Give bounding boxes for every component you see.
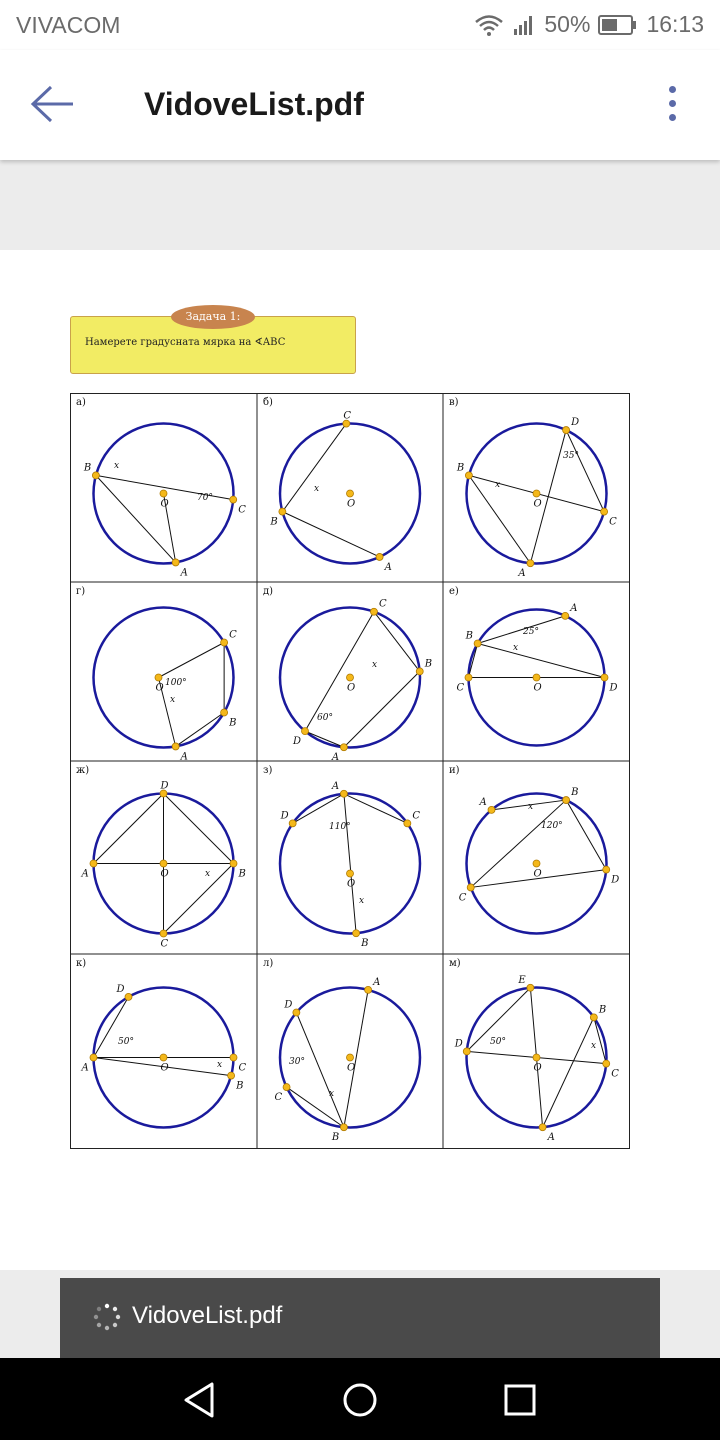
angle-annotation: 30° (289, 1057, 305, 1067)
document-title: VidoveList.pdf (144, 86, 364, 122)
angle-annotation: x (205, 869, 211, 879)
point-label: B (465, 630, 473, 642)
point-marker (533, 674, 540, 681)
point-label: B (571, 787, 579, 799)
point-label: O (533, 682, 542, 694)
angle-annotation: 120° (541, 821, 563, 831)
cell-label: б) (263, 397, 273, 408)
point-marker (376, 553, 383, 560)
point-label: B (229, 717, 237, 729)
point-marker (467, 884, 474, 891)
angle-annotation: 60° (317, 713, 333, 723)
point-marker (590, 1014, 597, 1021)
point-marker (172, 743, 179, 750)
wifi-icon (474, 13, 504, 37)
more-options-button[interactable] (660, 82, 684, 132)
angle-annotation: x (217, 1060, 223, 1070)
point-marker (228, 1072, 235, 1079)
point-marker (563, 797, 570, 804)
point-label: D (293, 736, 302, 748)
point-label: A (81, 868, 89, 880)
status-bar (0, 0, 720, 50)
point-marker (283, 1084, 290, 1091)
point-marker (289, 820, 296, 827)
nav-recents-button[interactable] (496, 1376, 544, 1424)
point-marker (279, 508, 286, 515)
point-marker (539, 1124, 546, 1131)
point-label: A (81, 1062, 89, 1074)
point-label: O (533, 868, 542, 880)
point-label: B (238, 868, 246, 880)
point-marker (160, 930, 167, 937)
chord-line (293, 794, 344, 824)
point-label: O (160, 1062, 169, 1074)
point-marker (90, 860, 97, 867)
pdf-page[interactable] (0, 250, 720, 1270)
cell-label: м) (449, 958, 461, 969)
task-instruction: Намерете градусната мярка на ∢ABC (85, 337, 286, 348)
nav-back-icon (176, 1411, 224, 1428)
point-label: A (570, 602, 578, 614)
point-label: C (274, 1092, 283, 1104)
point-label: A (479, 796, 487, 808)
chord-line (344, 671, 420, 747)
point-label: C (238, 1062, 247, 1074)
signal-icon (512, 13, 536, 37)
point-label: C (609, 516, 617, 528)
cell-label: к) (76, 958, 87, 969)
point-marker (340, 1124, 347, 1131)
point-marker (562, 612, 569, 619)
point-label: D (454, 1038, 463, 1050)
cell-label: г) (76, 586, 86, 597)
point-label: C (378, 598, 387, 610)
chord-line (305, 612, 374, 731)
angle-annotation: x (314, 484, 320, 494)
point-marker (155, 674, 162, 681)
cell-label: л) (263, 958, 274, 969)
point-label: O (533, 498, 542, 510)
circle-outline (94, 608, 237, 748)
point-label: B (598, 1004, 607, 1016)
battery-icon (598, 14, 638, 36)
back-button[interactable] (24, 78, 80, 134)
point-label: O (155, 682, 164, 694)
point-marker (160, 860, 167, 867)
nav-back-button[interactable] (176, 1376, 224, 1424)
point-marker (527, 560, 534, 567)
point-label: O (160, 498, 169, 510)
angle-annotation: x (495, 480, 501, 490)
navigation-bar (0, 1358, 720, 1440)
point-label: D (116, 983, 125, 995)
nav-home-icon (336, 1411, 384, 1428)
point-marker (474, 640, 481, 647)
angle-annotation: x (528, 802, 534, 812)
clock: 16:13 (646, 11, 704, 37)
angle-annotation: 100° (165, 678, 187, 688)
cell-label: д) (263, 586, 274, 597)
nav-recents-icon (496, 1411, 544, 1428)
point-marker (488, 806, 495, 813)
point-label: E (518, 974, 526, 986)
point-label: B (83, 462, 92, 474)
point-label: A (384, 561, 392, 573)
point-marker (465, 674, 472, 681)
point-marker (365, 986, 372, 993)
point-marker (125, 993, 132, 1000)
point-marker (340, 744, 347, 751)
point-label: O (347, 878, 356, 890)
chord-line (282, 424, 346, 512)
point-label: A (180, 567, 188, 579)
point-label: B (424, 658, 433, 670)
point-label: C (611, 1068, 619, 1080)
angle-annotation: x (170, 695, 176, 705)
cell-label: ж) (76, 765, 90, 776)
point-marker (533, 490, 540, 497)
point-marker (347, 1054, 354, 1061)
point-label: O (533, 1062, 542, 1074)
back-arrow-icon (29, 84, 75, 129)
point-label: C (160, 938, 169, 950)
angle-annotation: 110° (329, 822, 351, 832)
app-bar (0, 50, 720, 160)
angle-annotation: 35° (563, 451, 579, 461)
point-label: C (343, 410, 351, 422)
nav-home-button[interactable] (336, 1376, 384, 1424)
point-marker (563, 427, 570, 434)
angle-annotation: x (591, 1041, 597, 1051)
chord-line (159, 643, 225, 678)
problem-grid (70, 393, 630, 1149)
point-label: C (458, 892, 467, 904)
point-label: B (331, 1132, 340, 1144)
point-label: A (180, 751, 188, 763)
chord-line (478, 644, 605, 678)
point-marker (533, 1054, 540, 1061)
point-marker (416, 668, 423, 675)
point-label: C (229, 629, 237, 641)
point-marker (601, 508, 608, 515)
cell-label: е) (449, 586, 459, 597)
point-label: O (160, 868, 169, 880)
chord-line (96, 475, 176, 562)
download-toast[interactable] (60, 1278, 660, 1358)
point-marker (92, 472, 99, 479)
cell-label: а) (76, 397, 86, 408)
point-label: D (571, 417, 580, 429)
point-label: B (361, 938, 369, 950)
chord-line (176, 713, 224, 747)
point-marker (230, 860, 237, 867)
point-label: A (331, 752, 340, 764)
point-label: A (547, 1132, 555, 1144)
point-label: D (284, 999, 293, 1011)
point-marker (527, 984, 534, 991)
spinner-icon (92, 1302, 122, 1332)
point-marker (221, 639, 228, 646)
chord-line (374, 612, 420, 672)
point-label: O (347, 498, 356, 510)
point-marker (302, 728, 309, 735)
problem-grid-svg (70, 393, 630, 1149)
point-marker (160, 490, 167, 497)
point-label: D (611, 874, 620, 886)
point-label: C (456, 682, 465, 694)
chord-line (543, 1017, 597, 1127)
chord-line (478, 616, 566, 644)
cell-label: в) (449, 397, 459, 408)
point-label: C (412, 810, 420, 822)
point-label: A (518, 568, 526, 580)
point-marker (90, 1054, 97, 1061)
point-marker (601, 674, 608, 681)
chord-line (94, 997, 129, 1058)
point-marker (230, 1054, 237, 1061)
point-marker (347, 870, 354, 877)
point-label: C (238, 504, 246, 516)
point-label: D (160, 780, 169, 792)
point-label: A (373, 976, 381, 988)
point-marker (533, 860, 540, 867)
point-label: D (609, 682, 618, 694)
chord-line (344, 794, 356, 933)
point-marker (293, 1009, 300, 1016)
chord-line (282, 512, 379, 557)
point-label: A (331, 780, 340, 792)
point-marker (370, 608, 377, 615)
cell-label: и) (449, 765, 460, 776)
point-marker (230, 496, 237, 503)
point-label: B (456, 462, 465, 474)
point-marker (160, 1054, 167, 1061)
angle-annotation: x (329, 1089, 335, 1099)
download-filename: VidoveList.pdf (132, 1302, 283, 1329)
angle-annotation: 50° (490, 1037, 506, 1047)
point-marker (603, 1060, 610, 1067)
point-label: B (270, 516, 278, 528)
point-marker (340, 790, 347, 797)
angle-annotation: x (372, 660, 378, 670)
point-marker (347, 490, 354, 497)
battery-percent: 50% (544, 11, 591, 37)
chord-line (305, 731, 344, 747)
angle-annotation: 70° (197, 493, 213, 503)
cell-label: з) (263, 765, 273, 776)
point-label: D (280, 810, 289, 822)
more-vert-icon (660, 86, 684, 121)
angle-annotation: 50° (118, 1037, 134, 1047)
angle-annotation: x (114, 461, 120, 471)
carrier-name: VIVACOM (16, 12, 121, 38)
point-marker (353, 930, 360, 937)
point-label: O (347, 1062, 356, 1074)
point-marker (603, 866, 610, 873)
point-label: B (236, 1080, 244, 1092)
angle-annotation: 25° (523, 627, 539, 637)
point-marker (347, 674, 354, 681)
point-marker (404, 820, 411, 827)
angle-annotation: x (359, 896, 365, 906)
point-marker (221, 709, 228, 716)
chord-line (471, 800, 566, 887)
task-box (70, 310, 356, 374)
point-label: O (347, 682, 356, 694)
point-marker (463, 1048, 470, 1055)
task-badge: Задача 1: (171, 305, 255, 329)
angle-annotation: x (513, 643, 519, 653)
point-marker (172, 559, 179, 566)
point-marker (465, 472, 472, 479)
